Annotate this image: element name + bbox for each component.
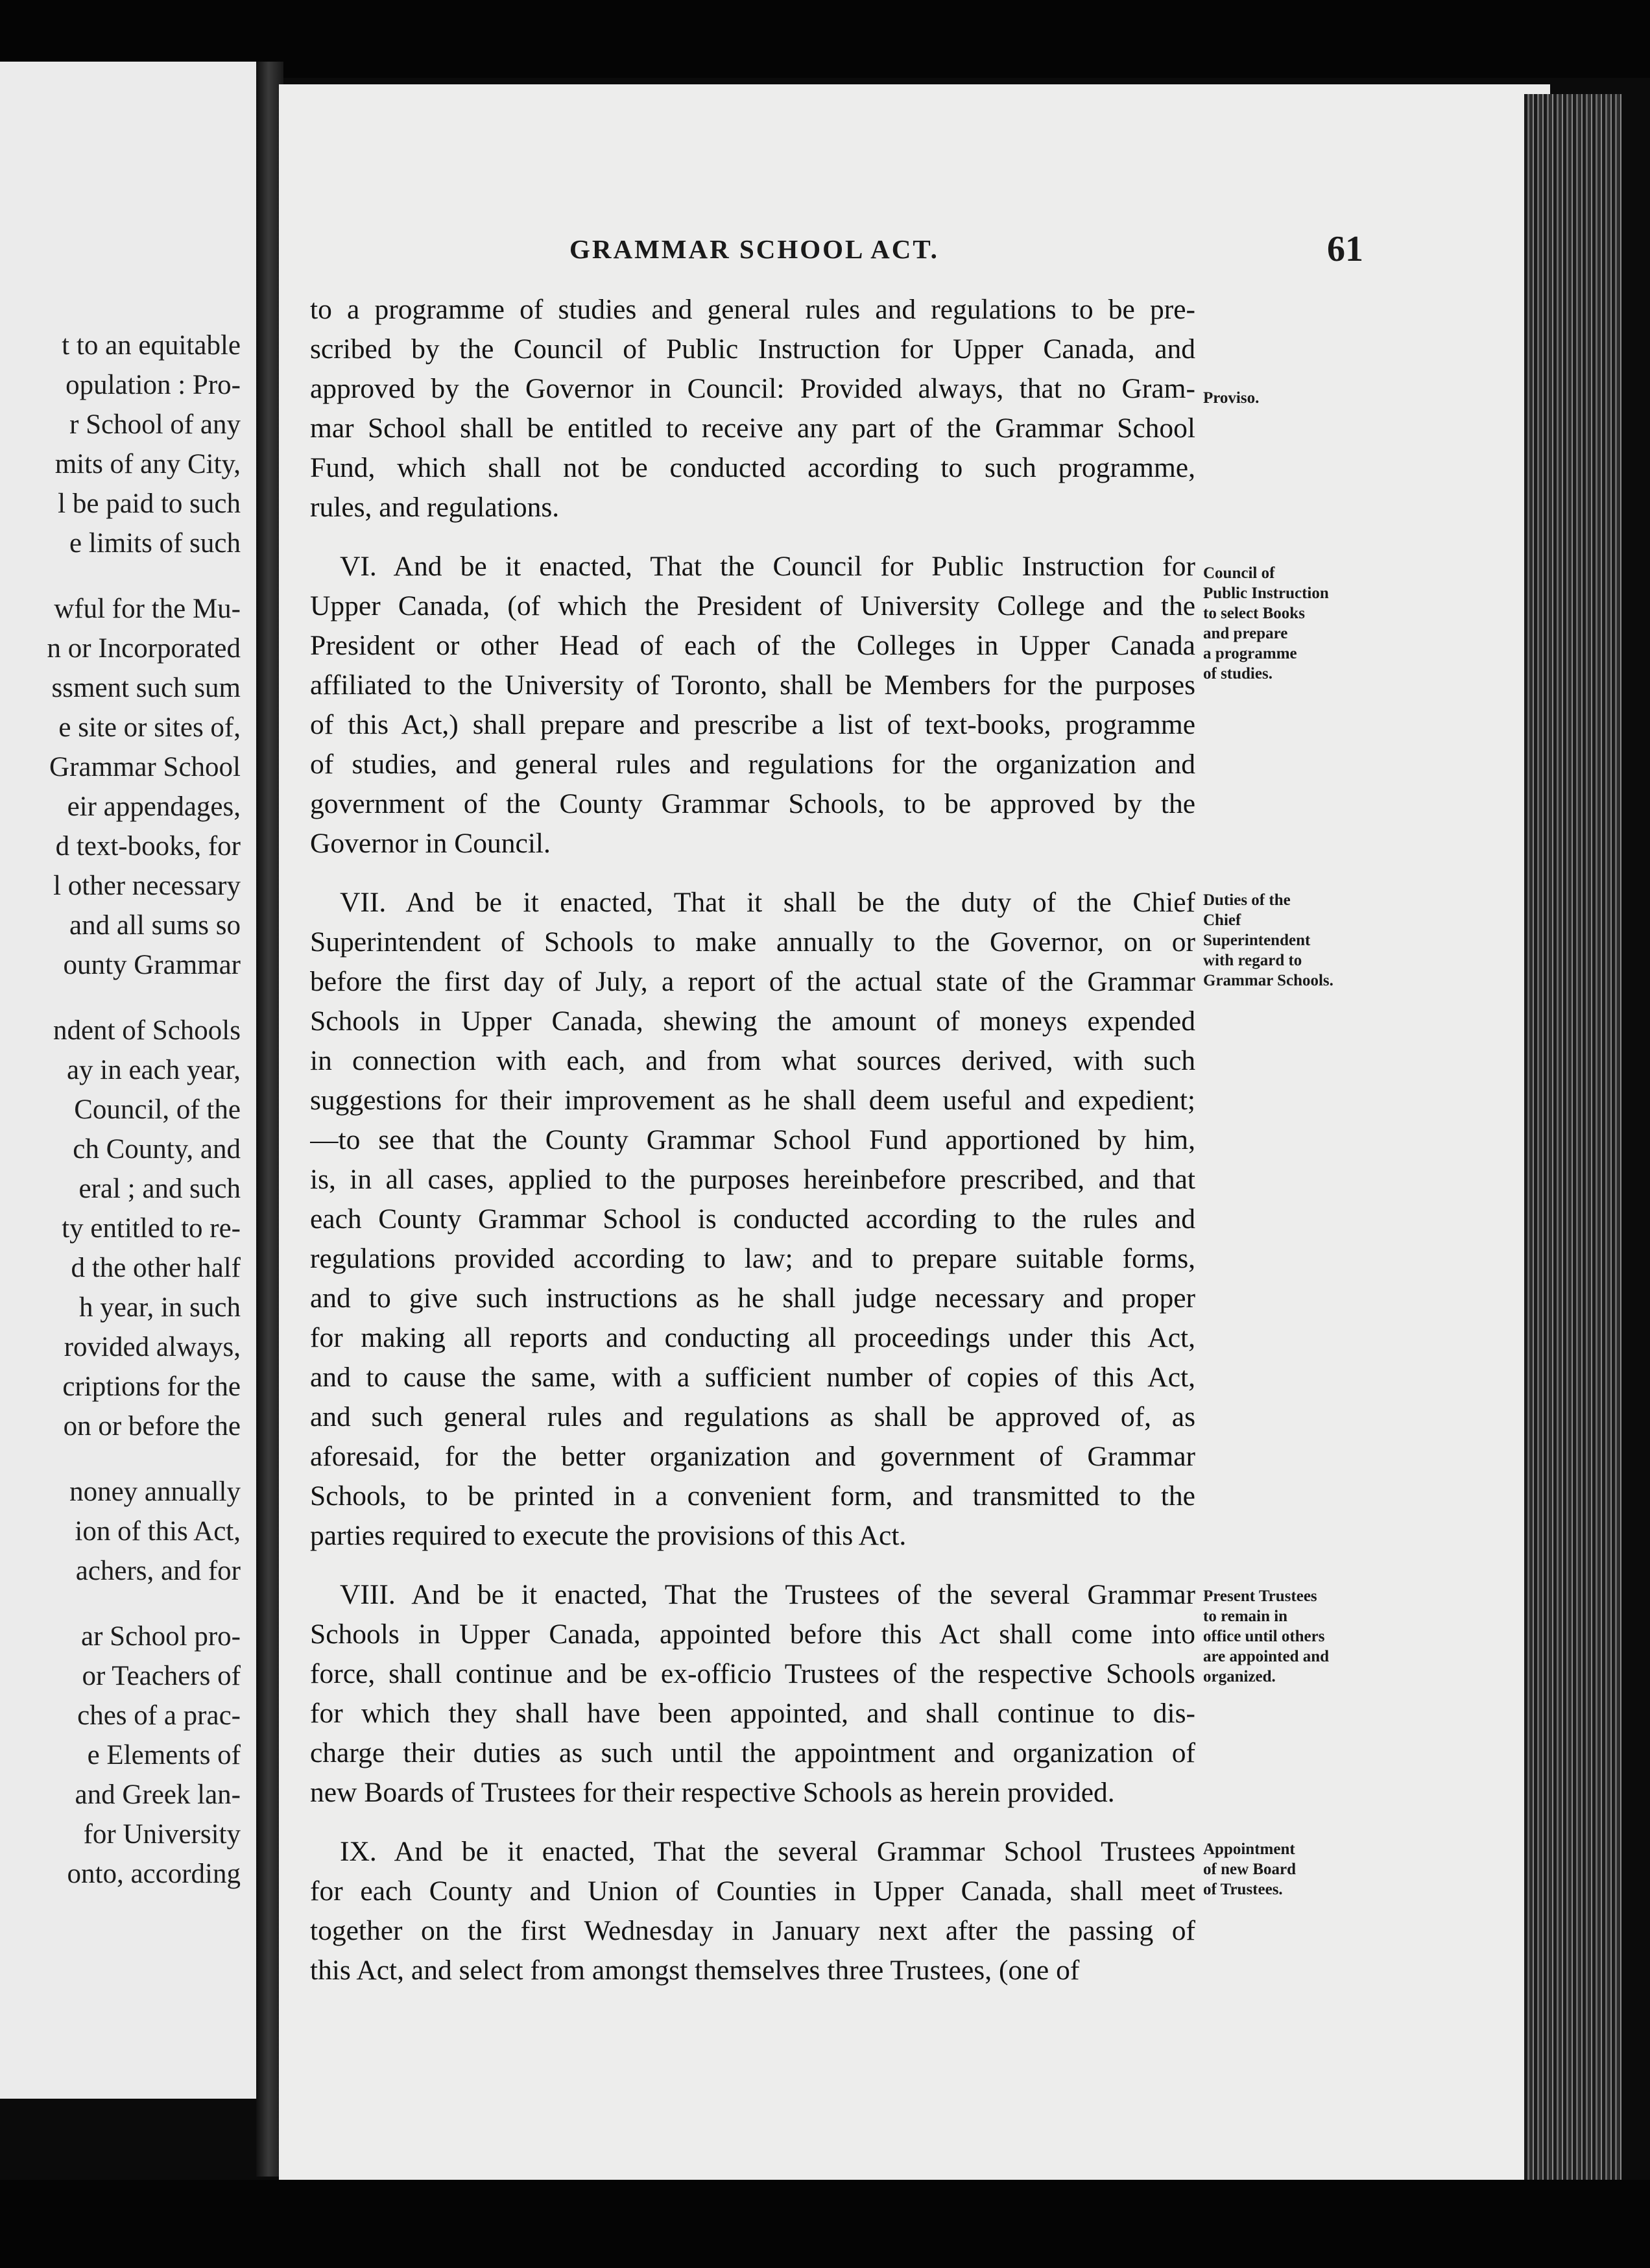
- text-line: parties required to execute the provisions of this Act.: [310, 1520, 907, 1551]
- text-line: in connection with each, and from what sources derived, with such: [310, 1045, 1195, 1076]
- left-page-line: e site or sites of,: [58, 712, 241, 743]
- margin-note-appointment: [1203, 1839, 1391, 1900]
- text-line: each County Grammar School is conducted according to the rules and: [310, 1203, 1195, 1235]
- margin-note-line: to select Books: [1203, 605, 1305, 622]
- left-page-line: d the other half: [71, 1253, 241, 1283]
- left-page-line: ounty Grammar: [63, 950, 241, 980]
- text-line: —to see that the County Grammar School Fund apportioned by him,: [310, 1124, 1195, 1155]
- paragraph: [310, 883, 1195, 1556]
- text-line: suggestions for their improvement as he shall deem useful and expedient;: [310, 1085, 1195, 1116]
- left-page-line: Grammar School: [49, 752, 241, 782]
- left-page-line: onto, according: [67, 1859, 241, 1889]
- left-page-line: e limits of such: [69, 528, 241, 559]
- text-line: of studies, and general rules and regulations for the organization and: [310, 749, 1195, 780]
- left-page-line: criptions for the: [62, 1371, 241, 1402]
- text-line: to a programme of studies and general rules and regulations to be pre-: [310, 294, 1195, 325]
- left-page-line: Council, of the: [74, 1094, 241, 1125]
- paragraph-gap: [310, 527, 1195, 547]
- paragraph: [310, 547, 1195, 863]
- text-line: Schools, to be printed in a convenient form, and transmitted to the: [310, 1480, 1195, 1512]
- text-line: VII. And be it enacted, That it shall be the duty of the Chief: [340, 887, 1195, 918]
- text-line: for making all reports and conducting all proceedings under this Act,: [310, 1322, 1195, 1353]
- paragraph: [310, 290, 1195, 527]
- margin-note-line: office until others: [1203, 1628, 1325, 1645]
- left-page-line: and Greek lan-: [75, 1779, 241, 1810]
- text-line: rules, and regulations.: [310, 492, 560, 523]
- margin-note-line: Duties of the: [1203, 891, 1291, 909]
- text-line: Fund, which shall not be conducted according to such programme,: [310, 452, 1195, 483]
- margin-note-line: Superintendent: [1203, 932, 1311, 949]
- text-line: Governor in Council.: [310, 828, 551, 859]
- text-line: and to cause the same, with a sufficient number of copies of this Act,: [310, 1362, 1195, 1393]
- left-page-line: d text-books, for: [55, 831, 241, 862]
- margin-note-line: Public Instruction: [1203, 585, 1329, 602]
- left-page-line: n or Incorporated: [47, 633, 241, 664]
- left-page-line: or Teachers of: [82, 1661, 241, 1691]
- text-line: this Act, and select from amongst themselves three Trustees, (one of: [310, 1955, 1080, 1986]
- left-page-line: ion of this Act,: [75, 1516, 241, 1547]
- text-line: and such general rules and regulations as shall be approved of, as: [310, 1401, 1195, 1432]
- paragraph-gap: [310, 1556, 1195, 1575]
- text-line: aforesaid, for the better organization and government of Grammar: [310, 1441, 1195, 1472]
- left-page-line: for University: [83, 1819, 241, 1850]
- left-page-line: r School of any: [69, 409, 241, 440]
- text-line: approved by the Governor in Council: Provided always, that no Gram-: [310, 373, 1195, 404]
- left-page-line: achers, and for: [75, 1556, 241, 1586]
- text-line: affiliated to the University of Toronto, shall be Members for the purposes: [310, 670, 1195, 701]
- text-line: Schools in Upper Canada, shewing the amount of moneys expended: [310, 1006, 1195, 1037]
- text-line: together on the first Wednesday in January next after the passing of: [310, 1915, 1195, 1946]
- body-text: [310, 290, 1195, 1990]
- paragraph-gap: [310, 863, 1195, 883]
- paragraph: [310, 1832, 1195, 1990]
- margin-note-line: Council of: [1203, 564, 1275, 582]
- margin-note-line: Appointment: [1203, 1840, 1295, 1858]
- left-page-line: ches of a prac-: [77, 1700, 241, 1731]
- margin-note-proviso: [1203, 388, 1391, 408]
- left-page-line: and all sums so: [69, 910, 241, 941]
- left-page-line: ar School pro-: [81, 1621, 241, 1652]
- left-page-line: t to an equitable: [62, 330, 241, 361]
- margin-note-line: organized.: [1203, 1668, 1276, 1685]
- margin-note-line: of Trustees.: [1203, 1881, 1283, 1898]
- left-page-line: h year, in such: [78, 1292, 241, 1323]
- margin-note-line: Chief: [1203, 911, 1241, 929]
- running-head: GRAMMAR SCHOOL ACT.: [569, 234, 939, 264]
- left-page-line: l be paid to such: [58, 489, 241, 519]
- left-page-line: rovided always,: [64, 1332, 241, 1362]
- text-line: IX. And be it enacted, That the several Grammar School Trustees: [340, 1836, 1195, 1867]
- text-line: and to give such instructions as he shall judge necessary and proper: [310, 1283, 1195, 1314]
- margin-note-council: [1203, 563, 1391, 684]
- left-page-line: noney annually: [69, 1477, 241, 1507]
- margin-note-line: are appointed and: [1203, 1648, 1330, 1665]
- text-line: Upper Canada, (of which the President of University College and the: [310, 590, 1195, 621]
- paragraph-gap: [310, 1813, 1195, 1832]
- left-page-line: ch County, and: [73, 1134, 241, 1164]
- text-line: is, in all cases, applied to the purposes hereinbefore prescribed, and that: [310, 1164, 1195, 1195]
- page-edges: [1524, 94, 1621, 2190]
- text-line: of this Act,) shall prepare and prescribe a list of text-books, programme: [310, 709, 1195, 740]
- margin-note-present-trustees: [1203, 1586, 1391, 1687]
- margin-note-line: Present Trustees: [1203, 1587, 1317, 1605]
- left-page-line: eral ; and such: [78, 1174, 241, 1204]
- left-page-line: ty entitled to re-: [62, 1213, 241, 1244]
- margin-note-line: Proviso.: [1203, 389, 1260, 407]
- margin-note-line: of new Board: [1203, 1861, 1297, 1878]
- left-page-line: ssment such sum: [51, 673, 241, 703]
- text-line: charge their duties as such until the appointment and organization of: [310, 1737, 1195, 1768]
- text-line: President or other Head of each of the Colleges in Upper Canada: [310, 630, 1195, 661]
- scan-bottom-border: [0, 2180, 1650, 2268]
- left-page-line: ay in each year,: [66, 1055, 241, 1085]
- left-page-line: eir appendages,: [67, 791, 241, 822]
- text-line: government of the County Grammar Schools, to be approved by the: [310, 788, 1195, 819]
- text-line: mar School shall be entitled to receive any part of the Grammar School: [310, 413, 1195, 444]
- margin-note-line: and prepare: [1203, 625, 1288, 642]
- paragraph: [310, 1575, 1195, 1813]
- text-line: for each County and Union of Counties in Upper Canada, shall meet: [310, 1876, 1195, 1907]
- page-number: 61: [1327, 229, 1363, 269]
- text-line: before the first day of July, a report of the actual state of the Grammar: [310, 966, 1195, 997]
- text-line: new Boards of Trustees for their respective Schools as herein provided.: [310, 1777, 1115, 1808]
- left-page-line: opulation : Pro-: [66, 370, 241, 400]
- left-page: [0, 62, 268, 2099]
- margin-note-line: of studies.: [1203, 665, 1273, 682]
- left-page-line: wful for the Mu-: [54, 594, 241, 624]
- text-line: for which they shall have been appointed, and shall continue to dis-: [310, 1698, 1195, 1729]
- left-page-line: e Elements of: [87, 1740, 241, 1770]
- text-line: scribed by the Council of Public Instruction for Upper Canada, and: [310, 333, 1195, 365]
- margin-note-line: a programme: [1203, 645, 1297, 662]
- text-line: regulations provided according to law; and to prepare suitable forms,: [310, 1243, 1195, 1274]
- left-page-line: l other necessary: [53, 871, 241, 901]
- text-line: force, shall continue and be ex-officio Trustees of the respective Schools: [310, 1658, 1195, 1689]
- text-line: VIII. And be it enacted, That the Trustees of the several Grammar: [340, 1579, 1195, 1610]
- left-page-line: ndent of Schools: [53, 1015, 241, 1046]
- margin-note-duties: [1203, 890, 1391, 991]
- text-line: Schools in Upper Canada, appointed before this Act shall come into: [310, 1619, 1195, 1650]
- left-page-line: on or before the: [63, 1411, 241, 1442]
- margin-note-line: Grammar Schools.: [1203, 972, 1333, 989]
- left-page-line: mits of any City,: [54, 449, 241, 479]
- text-line: VI. And be it enacted, That the Council for Public Instruction for: [340, 551, 1195, 582]
- margin-note-line: with regard to: [1203, 952, 1302, 969]
- text-line: Superintendent of Schools to make annually to the Governor, on or: [310, 926, 1195, 958]
- margin-note-line: to remain in: [1203, 1608, 1288, 1625]
